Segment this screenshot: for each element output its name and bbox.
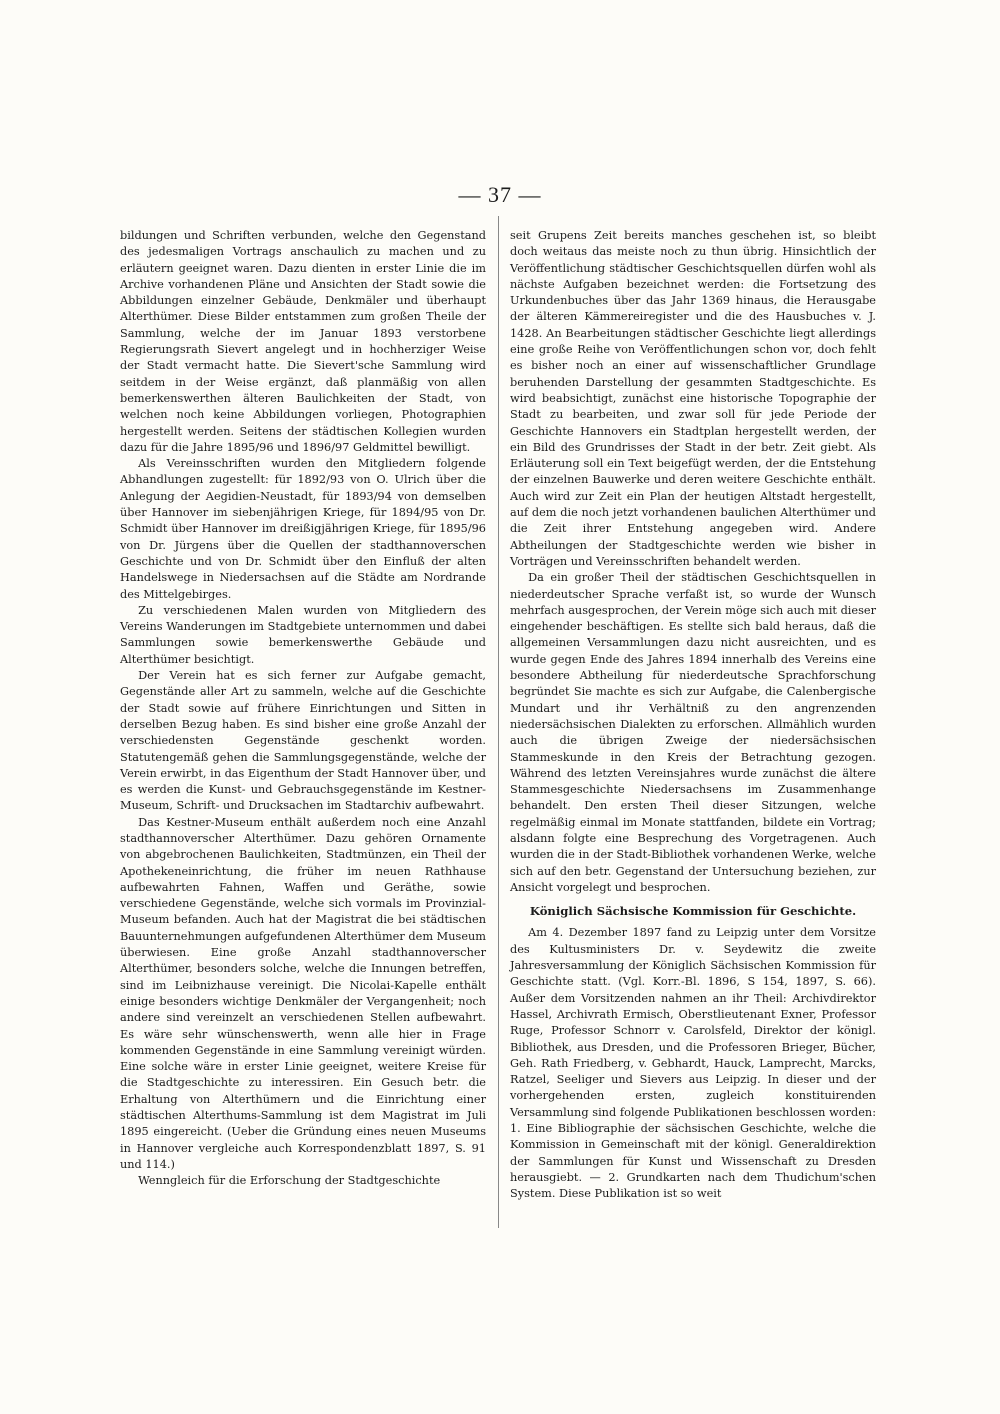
paragraph: Der Verein hat es sich ferner zur Aufgabe gemacht, Gegenstände aller Art zu sammeln, welche auf die Geschichte der Stadt sowie auf frühere Einrichtungen und Sitten in derselben Bezug haben. Es sind bisher eine große Anzahl der verschiedensten Gegenstände geschenkt worden. Statutengemäß gehen die Sammlungsgegenstände, welche der Verein erwirbt, in das Eigenthum der Stadt Hannover über, und es werden die Kunst- und Gebrauchsgegenstände im Kestner-Museum, Schrift- und Drucksachen im Stadtarchiv aufbewahrt. bbox=[120, 669, 486, 813]
column-divider bbox=[498, 216, 499, 1228]
paragraph: Am 4. Dezember 1897 fand zu Leipzig unter dem Vorsitze des Kultusministers Dr. v. Seydewitz die zweite Jahresversammlung der Königlich Sächsischen Kommission für Geschichte statt. (Vgl. Korr.-Bl. 1896, S 154, 1897, S. 66). Außer dem Vorsitzenden nahmen an ihr Theil: Archivdirektor Hassel, Archivrath Ermisch, Oberstlieutenant Exner, Professor Ruge, Professor Schnorr v. Carolsfeld, Direktor der königl. Bibliothek, aus Dresden, und die Professoren Brieger, Bücher, Geh. Rath Friedberg, v. Gebhardt, Hauck, Lamprecht, Marcks, Ratzel, Seeliger und Sievers aus Leipzig. In dieser und der vorhergehenden ersten, zugleich konstituirenden Versammlung sind folgende Publikationen beschlossen worden: 1. Eine Bibliographie der sächsischen Geschichte, welche die Kommission in Gemeinschaft mit der königl. Generaldirektion der Sammlungen für Kunst und Wissenschaft zu Dresden herausgiebt. — 2. Grundkarten nach dem Thudichum'schen System. Diese Publikation ist so weit bbox=[510, 926, 876, 1201]
paragraph: Das Kestner-Museum enthält außerdem noch eine Anzahl stadthannoverscher Alterthümer. Dazu gehören Ornamente von abgebrochenen Baulichkeiten, Stadtmünzen, ein Theil der Apothekeneinrichtung, die früher im neuen Rathhause aufbewahrten Fahnen, Waffen und Geräthe, sowie verschiedene Gegenstände, welche sich vormals im Provinzial-Museum befanden. Auch hat der Magistrat die bei städtischen Bauunternehmungen aufgefundenen Alterthümer dem Museum überwiesen. Eine große Anzahl stadthannoverscher Alterthümer, besonders solche, welche die Innungen betreffen, sind im Leibnizhause vereinigt. Die Nicolai-Kapelle enthält einige besonders wichtige Denkmäler der Vergangenheit; noch andere sind vereinzelt an verschiedenen Stellen aufbewahrt. Es wäre sehr wünschenswerth, wenn alle hier in Frage kommenden Gegenstände in eine Sammlung vereinigt würden. Eine solche wäre in erster Linie geeignet, weitere Kreise für die Stadtgeschichte zu interessiren. Ein Gesuch betr. die Erhaltung von Alterthümern und die Einrichtung einer städtischen Alterthums-Sammlung ist dem Magistrat im Juli 1895 eingereicht. (Ueber die Gründung eines neuen Museums in Hannover vergleiche auch Korrespondenzblatt 1897, S. 91 und 114.) bbox=[120, 815, 486, 1171]
paragraph: Als Vereinsschriften wurden den Mitgliedern folgende Abhandlungen zugestellt: für 1892/93 von O. Ulrich über die Anlegung der Aegidien-Neustadt, für 1893/94 von demselben über Hannover im siebenjährigen Kriege, für 1894/95 von Dr. Schmidt über Hannover im dreißigjährigen Kriege, für 1895/96 von Dr. Jürgens über die Quellen der stadthannoverschen Geschichte und von Dr. Schmidt über den Einfluß der alten Handelswege in Niedersachsen auf die Städte am Nordrande des Mittelgebirges. bbox=[120, 457, 486, 601]
paragraph: Da ein großer Theil der städtischen Geschichtsquellen in niederdeutscher Sprache verfaßt ist, so wurde der Wunsch mehrfach ausgesprochen, der Verein möge sich auch mit dieser eingehender beschäftigen. Es stellte sich bald heraus, daß die allgemeinen Versammlungen dazu nicht ausreichten, und es wurde gegen Ende des Jahres 1894 innerhalb des Vereins eine besondere Abtheilung für niederdeutsche Sprachforschung begründet Sie machte es sich zur Aufgabe, die Calenbergische Mundart und ihr Verhältniß zu den angrenzenden niedersächsischen Dialekten zu erforschen. Allmählich wurden auch die übrigen Zweige der niedersächsischen Stammeskunde in den Kreis der Betrachtung gezogen. Während des letzten Vereinsjahres wurde zunächst die ältere Stammesgeschichte Niedersachsens im Zusammenhange behandelt. Den ersten Theil dieser Sitzungen, welche regelmäßig einmal im Monate stattfanden, bildete ein Vortrag; alsdann folgte eine Besprechung des Vorgetragenen. Auch wurden die in der Stadt-Bibliothek vorhandenen Werke, welche sich auf den betr. Gegenstand der Untersuchung beziehen, zur Ansicht vorgelegt und besprochen. bbox=[510, 571, 876, 894]
paragraph: bildungen und Schriften verbunden, welche den Gegenstand des jedesmaligen Vortrags anschaulich zu machen und zu erläutern geeignet waren. Dazu dienten in erster Linie die im Archive vorhandenen Pläne und Ansichten der Stadt sowie die Abbildungen einzelner Gebäude, Denkmäler und überhaupt Alterthümer. Diese Bilder entstammen zum großen Theile der Sammlung, welche der im Januar 1893 verstorbene Regierungsrath Sievert angelegt und in hochherziger Weise der Stadt vermacht hatte. Die Sievert'sche Sammlung wird seitdem in der Weise ergänzt, daß planmäßig von allen bemerkenswerthen älteren Baulichkeiten der Stadt, von welchen noch keine Abbildungen vorliegen, Photographien hergestellt werden. Seitens der städtischen Kollegien wurden dazu für die Jahre 1895/96 und 1896/97 Geldmittel bewilligt. bbox=[120, 229, 486, 454]
page-number: — 37 — bbox=[458, 182, 542, 207]
paragraph: seit Grupens Zeit bereits manches geschehen ist, so bleibt doch weitaus das meiste noch zu thun übrig. Hinsichtlich der Veröffentlichung städtischer Geschichtsquellen dürfen wohl als nächste Aufgaben bezeichnet werden: die Fortsetzung des Urkundenbuches über das Jahr 1369 hinaus, die Herausgabe der älteren Kämmereiregister und die des Hausbuches v. J. 1428. An Bearbeitungen städtischer Geschichte liegt allerdings eine große Reihe von Veröffentlichungen schon vor, doch fehlt es bisher noch an einer auf wissenschaftlicher Grundlage beruhenden Darstellung der gesammten Stadtgeschichte. Es wird beabsichtigt, zunächst eine historische Topographie der Stadt zu bearbeiten, und zwar soll für jede Periode der Geschichte Hannovers ein Stadtplan hergestellt werden, der ein Bild des Grundrisses der Stadt in der betr. Zeit giebt. Als Erläuterung soll ein Text beigefügt werden, der die Entstehung der einzelnen Bauwerke und deren weitere Geschichte enthält. Auch wird zur Zeit ein Plan der heutigen Altstadt hergestellt, auf dem die noch jetzt vorhandenen baulichen Alterthümer und die Zeit ihrer Entstehung angegeben wird. Andere Abtheilungen der Stadtgeschichte werden wie bisher in Vorträgen und Vereinsschriften behandelt werden. bbox=[510, 229, 876, 568]
left-column bbox=[120, 228, 486, 1190]
right-column bbox=[510, 228, 876, 1203]
paragraph: Zu verschiedenen Malen wurden von Mitgliedern des Vereins Wanderungen im Stadtgebiete unternommen und dabei Sammlungen sowie bemerkenswerthe Gebäude und Alterthümer besichtigt. bbox=[120, 603, 486, 666]
section-heading: Königlich Sächsische Kommission für Geschichte. bbox=[529, 904, 857, 919]
paragraph: Wenngleich für die Erforschung der Stadtgeschichte bbox=[138, 1174, 441, 1188]
